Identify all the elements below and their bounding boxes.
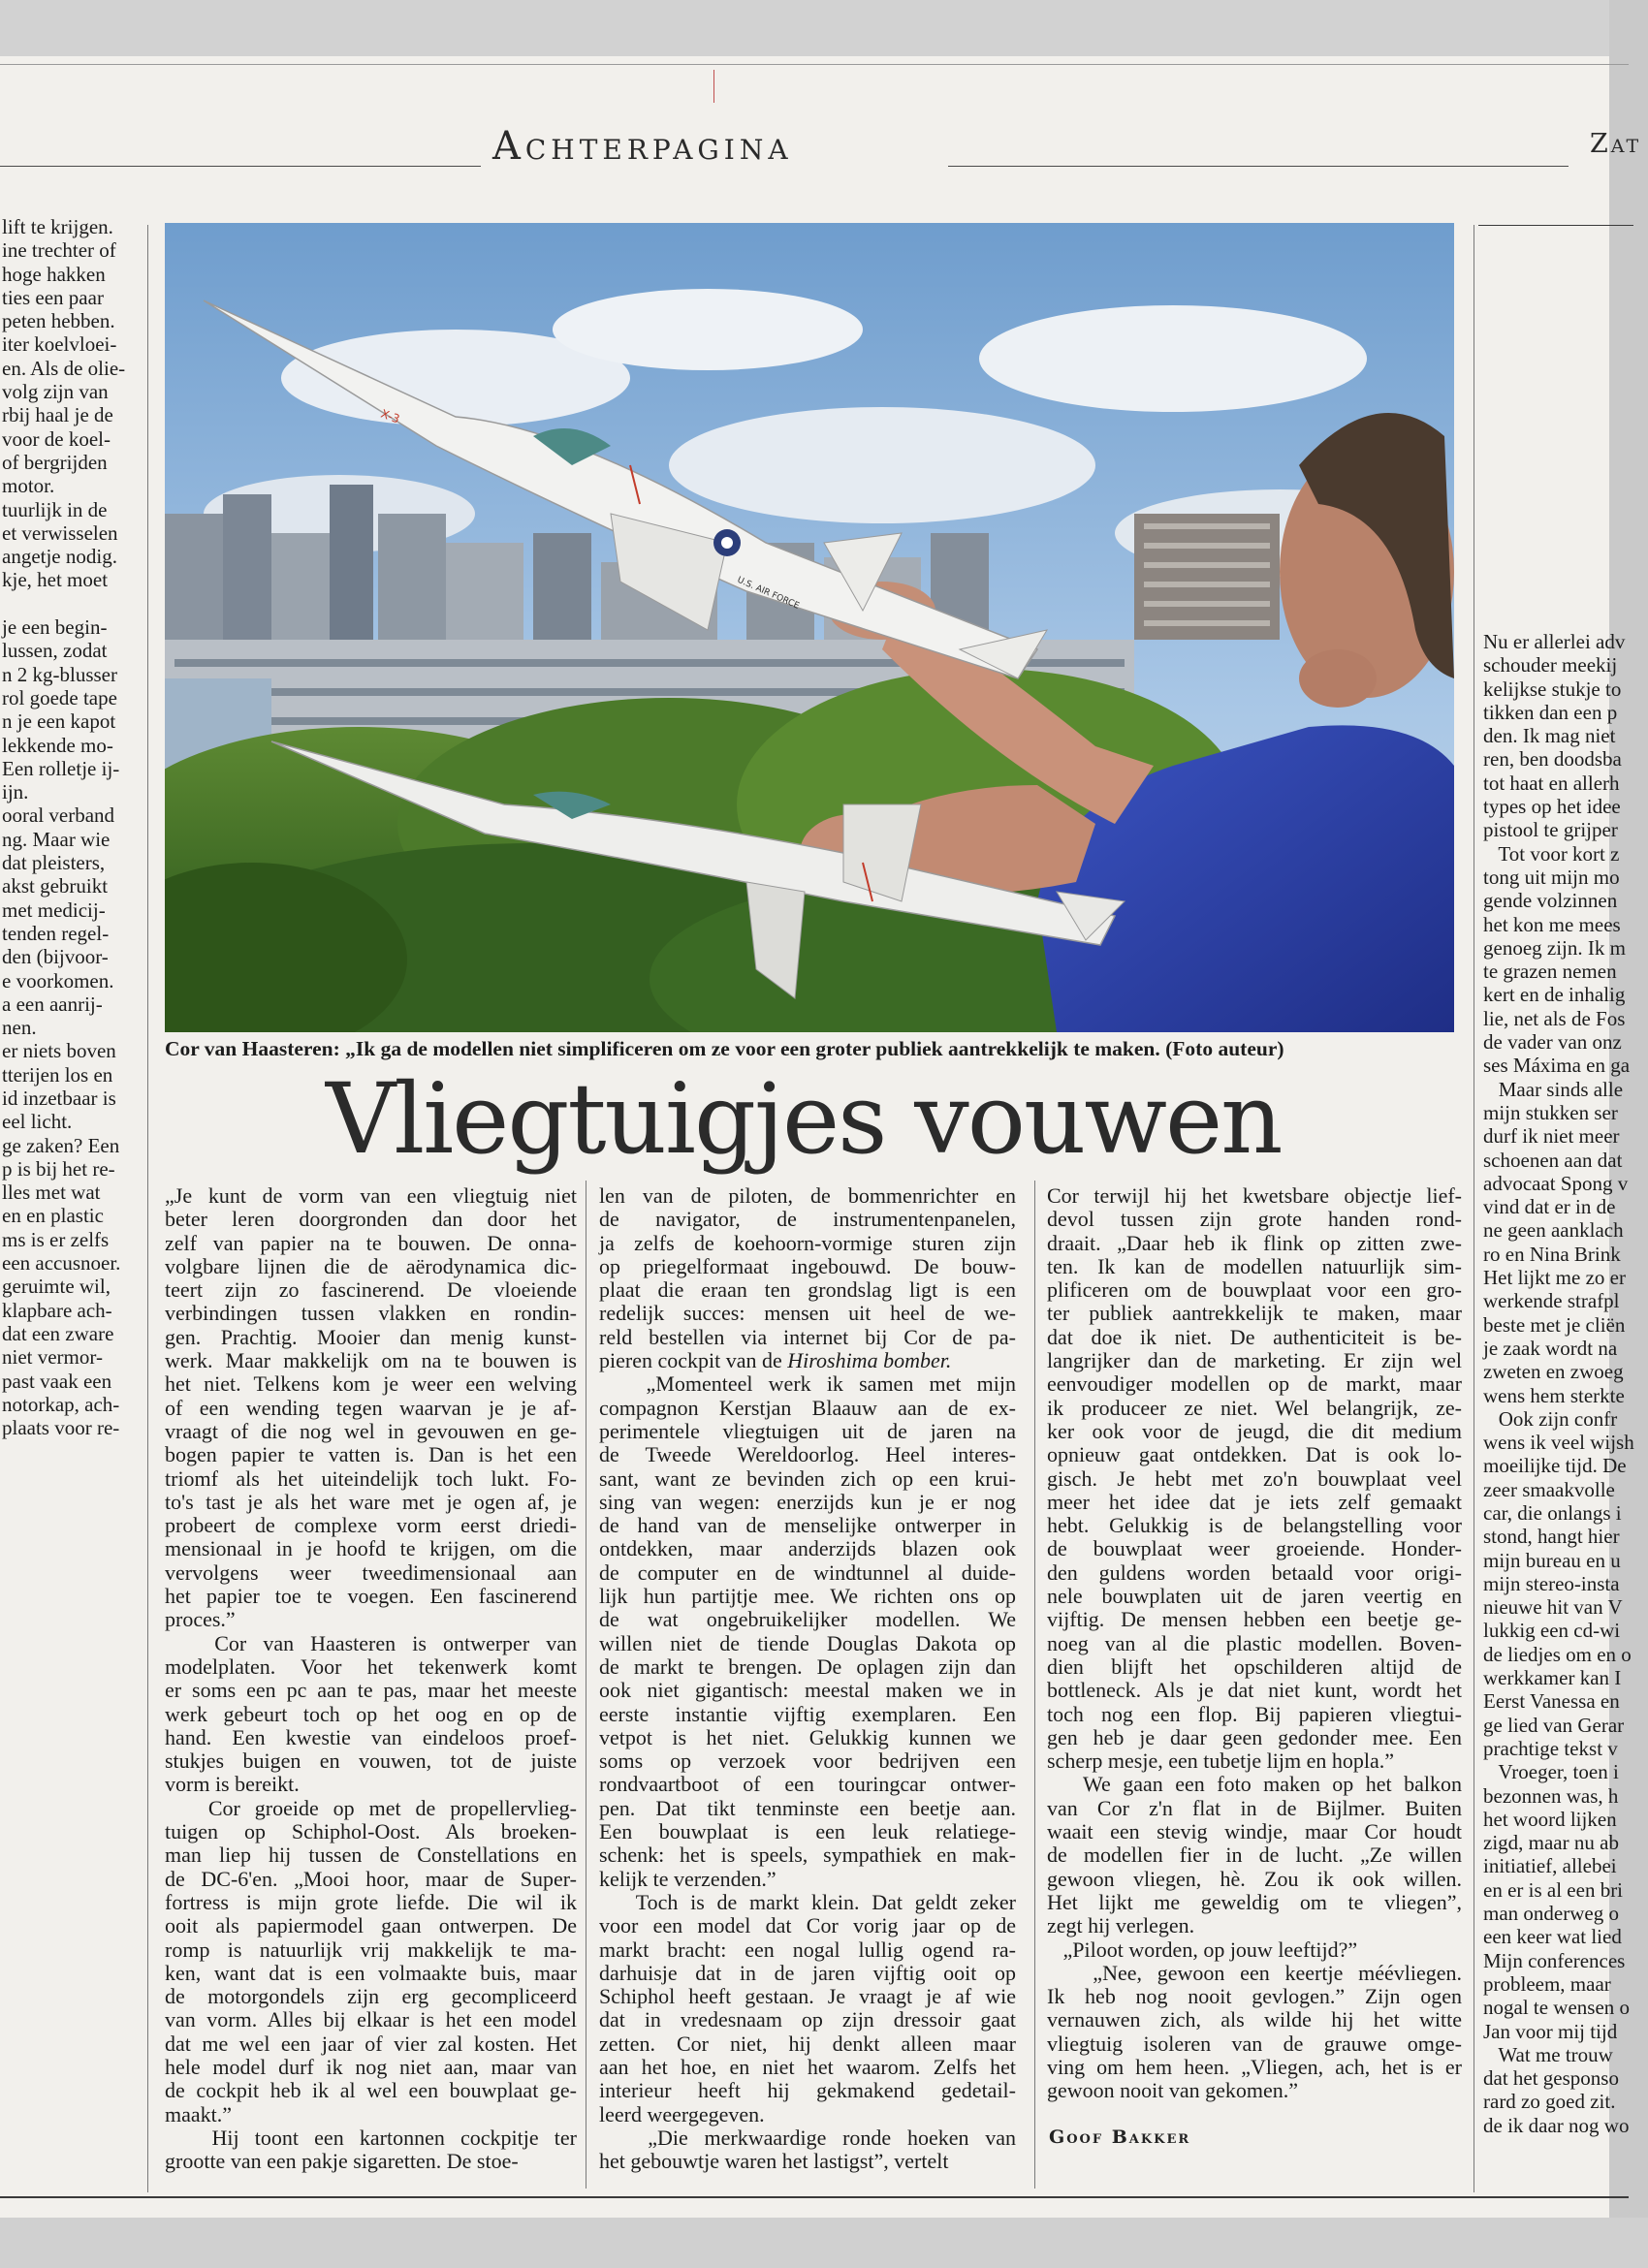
text-line: sant, want ze bevinden zich op een krui- bbox=[599, 1465, 1016, 1491]
text-line: gisch. Je hebt met zo'n bouwplaat veel bbox=[1047, 1465, 1462, 1491]
text-line: Cor terwijl hij het kwetsbare objectje lief- bbox=[1047, 1183, 1462, 1208]
text-line: motor. bbox=[2, 474, 55, 498]
text-line: lie, net als de Fos bbox=[1483, 1006, 1626, 1030]
text-line: vliegtuig isoleren van de grauwe omge- bbox=[1047, 2031, 1462, 2056]
text-line: teert zijn zo fascinerend. De vloeiende bbox=[165, 1277, 577, 1303]
text-line: ook niet gigantisch: meestal maken we in bbox=[599, 1678, 1016, 1703]
text-line: mijn stereo-insta bbox=[1483, 1571, 1620, 1595]
text-line: vind dat er in de bbox=[1483, 1195, 1616, 1219]
text-line: probeert de complexe vorm eerst driedi- bbox=[165, 1513, 577, 1538]
text-line: past vaak een bbox=[2, 1369, 112, 1393]
text-line: p is bij het re- bbox=[2, 1156, 115, 1181]
column-rule bbox=[1034, 1181, 1035, 2189]
text-line: niet vermor- bbox=[2, 1345, 103, 1370]
text-line: hand. Een kwestie van eindeloos proef- bbox=[165, 1724, 577, 1749]
text-line: stukjes buigen en vouwen, tot de juiste bbox=[165, 1748, 577, 1774]
text-line: ng. Maar wie bbox=[2, 827, 111, 851]
text-line: tenden regel- bbox=[2, 921, 110, 945]
text-line: Toch is de markt klein. Dat geldt zeker bbox=[599, 1889, 1016, 1914]
text-line: „Momenteel werk ik samen met mijn bbox=[599, 1371, 1016, 1397]
text-line: den guldens worden betaald voor origi- bbox=[1047, 1559, 1462, 1585]
text-line: interieur heeft hij gekmakend gedetail- bbox=[599, 2078, 1016, 2103]
text-line: aan het hoe, en niet het waarom. Zelfs het bbox=[599, 2054, 1016, 2079]
text-line: Maar sinds alle bbox=[1483, 1077, 1624, 1101]
column-rule bbox=[147, 225, 148, 2192]
text-line: ses Máxima en ga bbox=[1483, 1054, 1631, 1078]
text-line: probleem, maar bbox=[1483, 1971, 1611, 1996]
text-line: nieuwe hit van V bbox=[1483, 1595, 1623, 1620]
text-line: tong uit mijn mo bbox=[1483, 865, 1620, 889]
text-line: vorm is bereikt. bbox=[165, 1772, 300, 1797]
article-column-3 bbox=[1047, 1184, 1462, 2103]
text-line: triomf als het uiteindelijk toch lukt. Fo- bbox=[165, 1465, 577, 1491]
text-line: gen. Prachtig. Mooier dan menig kunst- bbox=[165, 1324, 577, 1349]
text-line: dat in vredesnaam op zijn dressoir gaat bbox=[599, 2007, 1016, 2032]
text-line: Nu er allerlei adv bbox=[1483, 630, 1626, 653]
text-line: eel licht. bbox=[2, 1110, 73, 1134]
right-column-fragment bbox=[1483, 630, 1648, 2137]
text-line: prachtige tekst v bbox=[1483, 1736, 1618, 1760]
text-line: kelijkse stukje to bbox=[1483, 677, 1622, 701]
text-line: vernauwen zich, als wilde hij het witte bbox=[1047, 2007, 1462, 2032]
text-line: toch nog een flop. Bij papieren vliegtui- bbox=[1047, 1701, 1462, 1726]
text-line: angetje nodig. bbox=[2, 545, 117, 569]
text-line: romp is natuurlijk vrij makkelijk te ma- bbox=[165, 1937, 577, 1962]
text-line: tot haat en allerh bbox=[1483, 771, 1620, 795]
text-line: Mijn conferences bbox=[1483, 1948, 1626, 1972]
text-line: tuurlijk in de bbox=[2, 497, 108, 521]
text-line: op priegelformaat ingebouwd. De bouw- bbox=[599, 1253, 1016, 1278]
scan-margin-bottom bbox=[0, 2218, 1648, 2268]
text-line: de modellen fier in de lucht. „Ze willen bbox=[1047, 1843, 1462, 1868]
text-line: den (bijvoor- bbox=[2, 945, 109, 969]
text-line: pen. Dat tikt tenminste een beetje aan. bbox=[599, 1795, 1016, 1820]
text-line: fortress is mijn grote liefde. Die wil ik bbox=[165, 1889, 577, 1914]
text-line: zeer smaakvolle bbox=[1483, 1477, 1615, 1501]
text-line: mensionaal in je hoofd te krijgen, om die bbox=[165, 1536, 577, 1561]
text-line: man liep hij tussen de Constellations en bbox=[165, 1843, 577, 1868]
plane-air-force-text: U.S. AIR FORCE bbox=[735, 575, 801, 612]
text-line: et verwisselen bbox=[2, 520, 118, 545]
text-line: en er is al een bri bbox=[1483, 1877, 1624, 1902]
text-line: ving om hem heen. „Vliegen, ach, het is er bbox=[1047, 2054, 1462, 2079]
text-line: Vroeger, toen i bbox=[1483, 1760, 1619, 1784]
text-line: een accusnoer. bbox=[2, 1251, 121, 1276]
text-line: dat pleisters, bbox=[2, 851, 106, 875]
text-line: waait een stevig windje, maar Cor houdt bbox=[1047, 1819, 1462, 1844]
text-line: redelijk succes: mensen uit heel de we- bbox=[599, 1301, 1016, 1326]
text-line: Wat me trouw bbox=[1483, 2042, 1613, 2066]
text-line: vraagt of die nog wel in gevouwen en ge- bbox=[165, 1418, 577, 1443]
text-line: dien blijft het opschilderen altijd de bbox=[1047, 1654, 1462, 1679]
text-line: de wat ongebruikelijker modellen. We bbox=[599, 1607, 1016, 1632]
text-line: het gebouwtje waren het lastigst”, vertelt bbox=[599, 2149, 949, 2174]
text-line: dat doe ik niet. De authenticiteit is be- bbox=[1047, 1324, 1462, 1349]
text-line: leerd weergegeven. bbox=[599, 2101, 765, 2126]
italic-title: Hiroshima bomber. bbox=[787, 1348, 952, 1373]
photo-caption: Cor van Haasteren: „Ik ga de modellen niet simplificeren om ze voor een groter publiek aantrekkelijk te maken. (Foto auteur) bbox=[165, 1037, 1284, 1060]
text-line: ties een paar bbox=[2, 285, 104, 309]
text-line: het niet. Telkens kom je weer een welving bbox=[165, 1371, 577, 1397]
text-line: zegt hij verlegen. bbox=[1047, 1913, 1195, 1938]
text-line: to's tast je als het ware met je ogen af, je bbox=[165, 1489, 577, 1514]
text-line: het woord lijken bbox=[1483, 1807, 1617, 1831]
text-line: initiatief, allebei bbox=[1483, 1854, 1617, 1878]
text-line: kert en de inhalig bbox=[1483, 983, 1626, 1007]
text-line: je zaak wordt na bbox=[1483, 1336, 1618, 1360]
text-line: werk. Maar makkelijk om na te bouwen is bbox=[165, 1348, 577, 1373]
text-line: volg zijn van bbox=[2, 380, 109, 404]
text-line: soms op verzoek voor bedrijven een bbox=[599, 1748, 1016, 1774]
text-line: „Piloot worden, op jouw leeftijd?” bbox=[1047, 1937, 1358, 1962]
article-column-1 bbox=[165, 1184, 577, 2173]
text-line: ijn. bbox=[2, 780, 29, 804]
text-line: het papier toe te voegen. Een fascinerend bbox=[165, 1584, 577, 1609]
text-line: gewoon nooit van gekomen.” bbox=[1047, 2078, 1299, 2103]
text-line: werk gebeurt toch op het oog en op de bbox=[165, 1701, 577, 1726]
text-line: schouder meekij bbox=[1483, 653, 1618, 677]
text-line: plaat die eraan ten grondslag ligt is een bbox=[599, 1277, 1016, 1303]
text-line: er niets boven bbox=[2, 1039, 116, 1063]
text-line: hebt. Gelukkig is de belangstelling voor bbox=[1047, 1513, 1462, 1538]
text-line: „Die merkwaardige ronde hoeken van bbox=[599, 2125, 1016, 2150]
text-line: werkende strafpl bbox=[1483, 1289, 1620, 1313]
text-line: zigd, maar nu ab bbox=[1483, 1831, 1619, 1855]
text-line: de motorgondels zijn erg gecompliceerd bbox=[165, 1984, 577, 2009]
text-line: wens hem sterkte bbox=[1483, 1383, 1625, 1407]
text-line: kelijk te verzenden.” bbox=[599, 1866, 776, 1891]
text-line: draait. „Daar heb ik flink op zitten zwe- bbox=[1047, 1230, 1462, 1255]
text-line: van vorm. Alles bij elkaar is het een model bbox=[165, 2007, 577, 2032]
left-column-fragment bbox=[2, 215, 135, 1439]
text-line: verbindingen tussen vlakken en rondin- bbox=[165, 1301, 577, 1326]
text-line: lift te krijgen. bbox=[2, 215, 113, 238]
text-line: je een begin- bbox=[2, 615, 108, 640]
text-line: zelf van papier na te bouwen. De onna- bbox=[165, 1230, 577, 1255]
text-line: de markt te brengen. De oplagen zijn dan bbox=[599, 1654, 1016, 1679]
text-line: dat me wel een jaar of vier zal kosten. Het bbox=[165, 2031, 577, 2056]
text-line: willen niet de tiende Douglas Dakota op bbox=[599, 1630, 1016, 1655]
text-line: ten. Ik kan de modellen natuurlijk sim- bbox=[1047, 1253, 1462, 1278]
text-line: len van de piloten, de bommenrichter en bbox=[599, 1183, 1016, 1208]
text-line: bottleneck. Als je dat niet kunt, wordt het bbox=[1047, 1678, 1462, 1703]
text-line: zweten en zwoeg bbox=[1483, 1360, 1624, 1384]
text-line: reld bestellen via internet bij Cor de pa- bbox=[599, 1324, 1016, 1349]
text-line: ine trechter of bbox=[2, 238, 116, 263]
bottom-rule bbox=[0, 2196, 1629, 2198]
text-line: compagnon Kerstjan Blaauw aan de ex- bbox=[599, 1395, 1016, 1420]
text-line: nogal te wensen o bbox=[1483, 1996, 1631, 2020]
text-line: lussen, zodat bbox=[2, 639, 108, 663]
text-line: Jan voor mij tijd bbox=[1483, 2019, 1618, 2043]
text-line: peten hebben. bbox=[2, 309, 115, 333]
text-line: de hand van de menselijke ontwerper in bbox=[599, 1513, 1016, 1538]
text-line: Hij toont een kartonnen cockpitje ter bbox=[165, 2125, 577, 2150]
text-line: ne geen aanklach bbox=[1483, 1218, 1624, 1243]
text-line: n je een kapot bbox=[2, 709, 116, 734]
text-line: plaats voor re- bbox=[2, 1416, 120, 1440]
text-line: proces.” bbox=[165, 1607, 236, 1632]
column-rule bbox=[1478, 225, 1633, 226]
text-line: volgbare lijnen die de aërodynamica dic- bbox=[165, 1253, 577, 1278]
text-line: tuigen op Schiphol-Oost. Als broeken- bbox=[165, 1819, 577, 1844]
text-line: de cockpit heb ik al wel een bouwplaat ge- bbox=[165, 2078, 577, 2103]
text-line: schoenen aan dat bbox=[1483, 1148, 1623, 1172]
text-line: Eerst Vanessa en bbox=[1483, 1689, 1620, 1714]
text-line: mijn bureau en u bbox=[1483, 1548, 1621, 1572]
article-column-2 bbox=[599, 1184, 1016, 2173]
text-line: rondvaartboot of een touringcar ontwer- bbox=[599, 1772, 1016, 1797]
text-line: Het lijkt me zo er bbox=[1483, 1266, 1626, 1290]
text-line: perimentele vliegtuigen uit de jaren na bbox=[599, 1418, 1016, 1443]
text-line: en en plastic bbox=[2, 1204, 104, 1228]
text-line: de computer en de windtunnel al duide- bbox=[599, 1559, 1016, 1585]
text-line: ja zelfs de koehoorn-vormige sturen zijn bbox=[599, 1230, 1016, 1255]
text-line: wens ik veel wijsh bbox=[1483, 1431, 1634, 1455]
text-line: werkkamer kan I bbox=[1483, 1666, 1622, 1690]
text-line: modelplaten. Voor het tekenwerk komt bbox=[165, 1654, 577, 1679]
text-line: notorkap, ach- bbox=[2, 1392, 120, 1416]
text-line: van Cor z'n flat in de Bijlmer. Buiten bbox=[1047, 1795, 1462, 1820]
text-line: hoge hakken bbox=[2, 262, 106, 286]
text-line: Een bouwplaat is een leuk relatiege- bbox=[599, 1819, 1016, 1844]
text-line: durf ik niet meer bbox=[1483, 1124, 1620, 1149]
text-line: den. Ik mag niet bbox=[1483, 724, 1616, 748]
text-line: man onderweg o bbox=[1483, 1902, 1619, 1926]
page-crease bbox=[713, 70, 714, 103]
text-line: rard zo goed zit. bbox=[1483, 2090, 1616, 2114]
text-line: voor de koel- bbox=[2, 426, 111, 451]
text-line: nen. bbox=[2, 1016, 37, 1040]
text-line: ter publiek aantrekkelijk te maken, maar bbox=[1047, 1301, 1462, 1326]
text-line: opnieuw gaat ontdekken. Dat is ook lo- bbox=[1047, 1442, 1462, 1467]
text-line: Cor groeide op met de propellervlieg- bbox=[165, 1795, 577, 1820]
text-line: dat het gesponso bbox=[1483, 2066, 1619, 2091]
text-line: ro en Nina Brink bbox=[1483, 1242, 1621, 1266]
text-line: nele bouwplaten uit de jaren veertig en bbox=[1047, 1584, 1462, 1609]
text-line: ms is er zelfs bbox=[2, 1227, 110, 1251]
text-line: ren, ben doodsba bbox=[1483, 747, 1622, 772]
text-line: id inzetbaar is bbox=[2, 1086, 116, 1110]
text-line: voor een model dat Cor vorig jaar op de bbox=[599, 1913, 1016, 1938]
text-line: Het lijkt me geweldig om te vliegen”, bbox=[1047, 1889, 1462, 1914]
text-line: Cor van Haasteren is ontwerper van bbox=[165, 1630, 577, 1655]
text-line: moeilijke tijd. De bbox=[1483, 1454, 1627, 1478]
scan-margin-top bbox=[0, 0, 1648, 56]
text-line: noeg van al die plastic modellen. Boven- bbox=[1047, 1630, 1462, 1655]
article-byline: Goof Bakker bbox=[1049, 2126, 1191, 2148]
text-line: schenk: het is speels, sympathiek en mak- bbox=[599, 1843, 1016, 1868]
text-line: beste met je cliën bbox=[1483, 1312, 1626, 1337]
top-rule bbox=[0, 64, 1629, 65]
text-line: of bergrijden bbox=[2, 450, 108, 474]
text-line: vervolgens weer tweedimensionaal aan bbox=[165, 1559, 577, 1585]
text-line: eenvoudiger modellen op de markt, maar bbox=[1047, 1371, 1462, 1397]
text-line: kje, het moet bbox=[2, 568, 109, 592]
text-line bbox=[2, 592, 135, 615]
text-line: mijn stukken ser bbox=[1483, 1100, 1618, 1124]
text-line: pieren cockpit van de Hiroshima bomber. bbox=[599, 1348, 952, 1373]
text-line: de navigator, de instrumentenpanelen, bbox=[599, 1207, 1016, 1232]
text-line: rol goede tape bbox=[2, 685, 117, 709]
text-line: „Je kunt de vorm van een vliegtuig niet bbox=[165, 1183, 577, 1208]
article-headline: Vliegtuigjes vouwen bbox=[326, 1062, 1282, 1176]
text-line: „Nee, gewoon een keertje méévliegen. bbox=[1047, 1960, 1462, 1985]
text-line: eerste instantie vijftig exemplaren. Een bbox=[599, 1701, 1016, 1726]
text-line: markt bracht: een nogal lullig ogend ra- bbox=[599, 1937, 1016, 1962]
text-line: scherp mesje, een tubetje lijm en hopla.” bbox=[1047, 1748, 1394, 1774]
text-line: lles met wat bbox=[2, 1181, 101, 1205]
text-line: ontdekken, maar anderzijds blazen ook bbox=[599, 1536, 1016, 1561]
text-line: darhuisje dat in de jaren vijftig ooit op bbox=[599, 1960, 1016, 1985]
text-line: ooral verband bbox=[2, 803, 115, 828]
text-line: Tot voor kort z bbox=[1483, 841, 1620, 866]
text-line: ge lied van Gerar bbox=[1483, 1713, 1625, 1737]
text-line: pistool te grijper bbox=[1483, 818, 1618, 842]
text-line: akst gebruikt bbox=[2, 874, 109, 898]
text-line: iter koelvloei- bbox=[2, 332, 117, 357]
text-line: bezonnen was, h bbox=[1483, 1783, 1619, 1808]
text-line: genoeg zijn. Ik m bbox=[1483, 935, 1626, 960]
text-line: hele model durf ik nog niet aan, maar van bbox=[165, 2054, 577, 2079]
text-line: sing van wegen: enerzijds kun je er nog bbox=[599, 1489, 1016, 1514]
text-line: devol tussen zijn grote handen rond- bbox=[1047, 1207, 1462, 1232]
article-photo bbox=[165, 223, 1454, 1032]
text-line: er soms een pc aan te pas, maar het meeste bbox=[165, 1678, 577, 1703]
text-line: met medicij- bbox=[2, 898, 106, 922]
text-line: de Tweede Wereldoorlog. Heel interes- bbox=[599, 1442, 1016, 1467]
text-line: de DC-6'en. „Mooi hoor, maar de Super- bbox=[165, 1866, 577, 1891]
text-line: rbij haal je de bbox=[2, 403, 113, 427]
text-line: de bouwplaat weer groeiende. Honder- bbox=[1047, 1536, 1462, 1561]
text-line: klapbare ach- bbox=[2, 1298, 112, 1322]
text-line: of een wending tegen waarvan je je af- bbox=[165, 1395, 577, 1420]
text-line: en. Als de olie- bbox=[2, 356, 126, 380]
plane-marking: X-3 bbox=[378, 406, 402, 426]
text-line: e voorkomen. bbox=[2, 968, 114, 992]
text-line: te grazen nemen bbox=[1483, 960, 1617, 984]
text-line: types op het idee bbox=[1483, 795, 1621, 819]
text-line: de liedjes om en o bbox=[1483, 1642, 1632, 1666]
text-line: gende volzinnen bbox=[1483, 889, 1618, 913]
text-line: tikken dan een p bbox=[1483, 700, 1618, 724]
text-line: ken, want dat is een volmaakte buis, maar bbox=[165, 1960, 577, 1985]
text-line: de vader van onz bbox=[1483, 1030, 1622, 1055]
text-line: zetten. Cor niet, hij denkt alleen maar bbox=[599, 2031, 1016, 2056]
text-line: een keer wat lied bbox=[1483, 1925, 1622, 1949]
text-line: Ik heb nog nooit gevlogen.” Zijn ogen bbox=[1047, 1984, 1462, 2009]
text-line: ge zaken? Een bbox=[2, 1133, 120, 1157]
text-line: tterijen los en bbox=[2, 1062, 113, 1087]
text-line: vijftig. De mensen hebben een beetje ge- bbox=[1047, 1607, 1462, 1632]
text-line: lijk hun partijtje mee. We richten ons op bbox=[599, 1584, 1016, 1609]
text-line: het kon me mees bbox=[1483, 912, 1621, 936]
text-line: gen heb je daar geen gedonder mee. Een bbox=[1047, 1724, 1462, 1749]
masthead-rule bbox=[948, 166, 1569, 167]
masthead-rule bbox=[0, 166, 481, 167]
text-line: Ook zijn confr bbox=[1483, 1406, 1618, 1431]
text-line: geruimte wil, bbox=[2, 1275, 111, 1299]
text-line: gewoon vliegen, hè. Zou ik ook willen. bbox=[1047, 1866, 1462, 1891]
section-title: Achterpagina bbox=[492, 124, 793, 169]
section-right-fragment: Zat bbox=[1590, 129, 1642, 159]
text-line: Schiphol heeft gestaan. Je vraagt je af wie bbox=[599, 1984, 1016, 2009]
text-line: vetpot is het niet. Gelukkig kunnen we bbox=[599, 1724, 1016, 1749]
text-line: bogen papier te vatten is. Dan is het een bbox=[165, 1442, 577, 1467]
text-line: We gaan een foto maken op het balkon bbox=[1047, 1772, 1462, 1797]
text-line: dat een zware bbox=[2, 1321, 114, 1345]
text-line: lekkende mo- bbox=[2, 733, 113, 757]
text-line: de ik daar nog wo bbox=[1483, 2113, 1630, 2137]
text-line: grootte van een pakje sigaretten. De stoe- bbox=[165, 2149, 519, 2174]
text-line: a een aanrij- bbox=[2, 992, 103, 1016]
text-line: maakt.” bbox=[165, 2101, 233, 2126]
text-line: advocaat Spong v bbox=[1483, 1171, 1629, 1195]
text-line: plificeren om de bouwplaat voor een gro- bbox=[1047, 1277, 1462, 1303]
text-line: Een rolletje ij- bbox=[2, 756, 120, 780]
text-line: n 2 kg-blusser bbox=[2, 662, 117, 686]
text-line: ooit als papiermodel gaan ontwerpen. De bbox=[165, 1913, 577, 1938]
text-line: meer het idee dat je iets zelf gemaakt bbox=[1047, 1489, 1462, 1514]
text-line: beter leren doorgronden dan door het bbox=[165, 1207, 577, 1232]
text-line: langrijker dan de marketing. Er zijn wel bbox=[1047, 1348, 1462, 1373]
text-line: ker ook voor de jeugd, die dit medium bbox=[1047, 1418, 1462, 1443]
text-line: lukkig een cd-wi bbox=[1483, 1619, 1621, 1643]
text-line: stond, hangt hier bbox=[1483, 1525, 1620, 1549]
text-line: ik produceer ze niet. Wel belangrijk, ze- bbox=[1047, 1395, 1462, 1420]
text-line: car, die onlangs i bbox=[1483, 1500, 1622, 1525]
